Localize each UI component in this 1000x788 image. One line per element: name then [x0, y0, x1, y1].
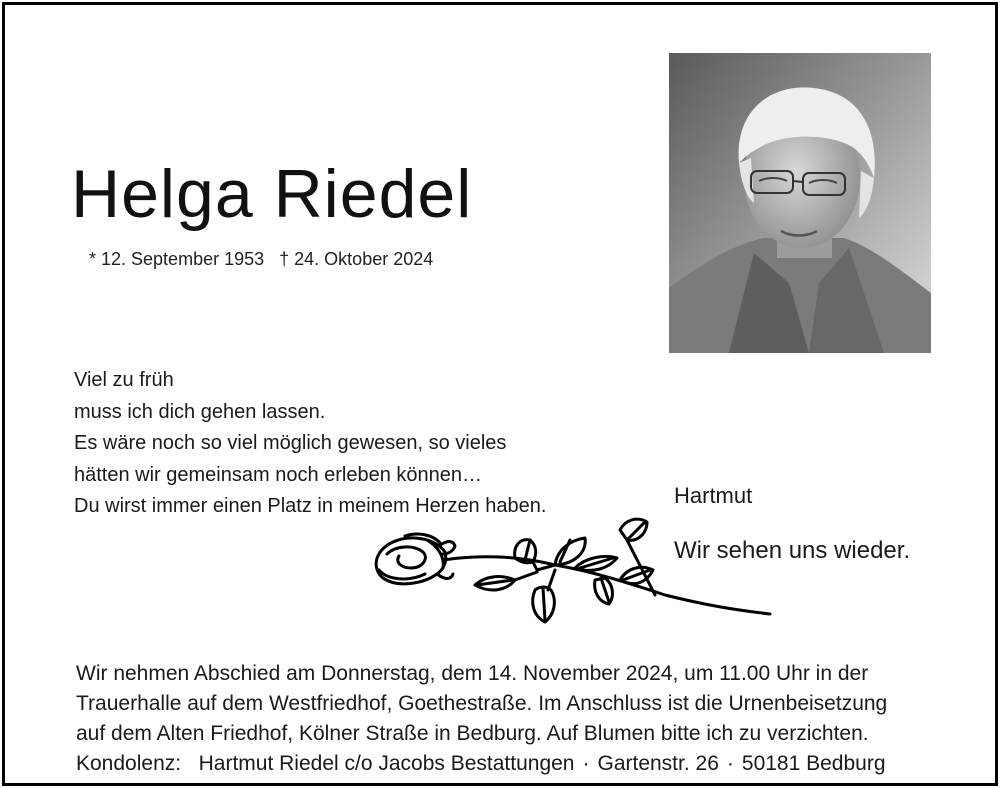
condolence-city: 50181 Bedburg [741, 752, 886, 775]
poem-line: muss ich dich gehen lassen. [74, 400, 326, 423]
poem [74, 365, 546, 523]
condolence-address [76, 749, 956, 779]
poem-line: Viel zu früh [74, 369, 174, 391]
portrait-photo [669, 53, 931, 353]
obituary-card [2, 2, 998, 786]
death-date: † 24. Oktober 2024 [279, 249, 434, 269]
notice-line: Wir nehmen Abschied am Donnerstag, dem 14. November 2024, um 11.00 Uhr in der [76, 662, 869, 685]
funeral-notice [76, 659, 956, 779]
deceased-name: Helga Riedel [71, 156, 473, 232]
farewell-text: Wir sehen uns wieder. [674, 537, 911, 564]
condolence-label: Kondolenz: [76, 752, 182, 775]
separator-dot: · [582, 752, 590, 775]
signature: Hartmut [674, 483, 753, 508]
poem-line: Du wirst immer einen Platz in meinem Herzen haben. [74, 495, 547, 517]
rose-icon [365, 510, 775, 635]
condolence-street: Gartenstr. 26 [597, 752, 719, 775]
notice-line: auf dem Alten Friedhof, Kölner Straße in Bedburg. Auf Blumen bitte ich zu verzichten. [76, 722, 869, 745]
separator-dot: · [726, 752, 734, 775]
life-dates [89, 249, 433, 270]
condolence-name: Hartmut Riedel c/o Jacobs Bestattungen [198, 752, 575, 775]
notice-line: Trauerhalle auf dem Westfriedhof, Goethestraße. Im Anschluss ist die Urnenbeisetzung [76, 692, 888, 715]
poem-line: hätten wir gemeinsam noch erleben können… [74, 463, 483, 486]
poem-line: Es wäre noch so viel möglich gewesen, so vieles [74, 432, 507, 454]
birth-date: * 12. September 1953 [89, 249, 265, 269]
